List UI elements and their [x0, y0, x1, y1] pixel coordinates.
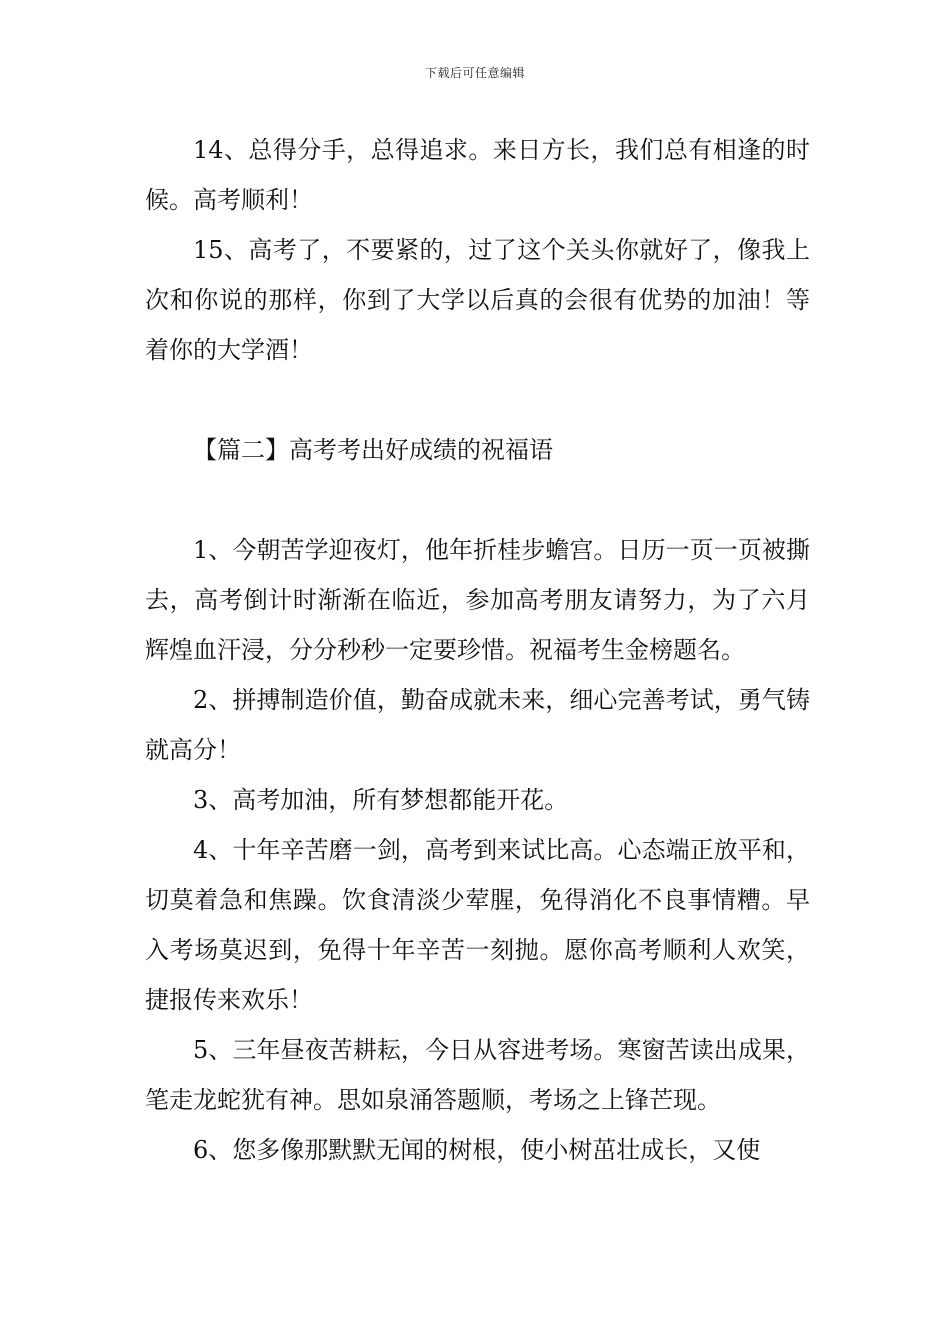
paragraph-15: 15、高考了，不要紧的，过了这个关头你就好了，像我上次和你说的那样，你到了大学以后真的会很有优势的加油！等着你的大学酒！	[145, 236, 810, 364]
page-header: 下载后可任意编辑	[424, 66, 525, 80]
section-heading: 【篇二】高考考出好成绩的祝福语	[193, 436, 553, 464]
section-spacer	[145, 475, 810, 525]
section-spacer	[145, 375, 810, 425]
paragraph-5: 5、三年昼夜苦耕耘，今日从容进考场。寒窗苦读出成果，笔走龙蛇犹有神。思如泉涌答题顺，考场之上锋芒现。	[145, 1036, 810, 1114]
paragraph-4: 4、十年辛苦磨一剑，高考到来试比高。心态端正放平和，切莫着急和焦躁。饮食清淡少荤腥，免得消化不良事情糟。早入考场莫迟到，免得十年辛苦一刻抛。愿你高考顺利人欢笑，捷报传来欢乐！	[145, 836, 810, 1014]
paragraph-6: 6、您多像那默默无闻的树根，使小树茁壮成长，又使	[193, 1136, 761, 1164]
document-body	[145, 125, 810, 1175]
paragraph-3: 3、高考加油，所有梦想都能开花。	[193, 786, 569, 814]
paragraph-14: 14、总得分手，总得追求。来日方长，我们总有相逢的时候。高考顺利！	[145, 136, 810, 214]
paragraph-2: 2、拼搏制造价值，勤奋成就未来，细心完善考试，勇气铸就高分！	[145, 686, 810, 764]
paragraph-1: 1、今朝苦学迎夜灯，他年折桂步蟾宫。日历一页一页被撕去，高考倒计时渐渐在临近，参加高考朋友请努力，为了六月辉煌血汗浸，分分秒秒一定要珍惜。祝福考生金榜题名。	[145, 536, 810, 664]
